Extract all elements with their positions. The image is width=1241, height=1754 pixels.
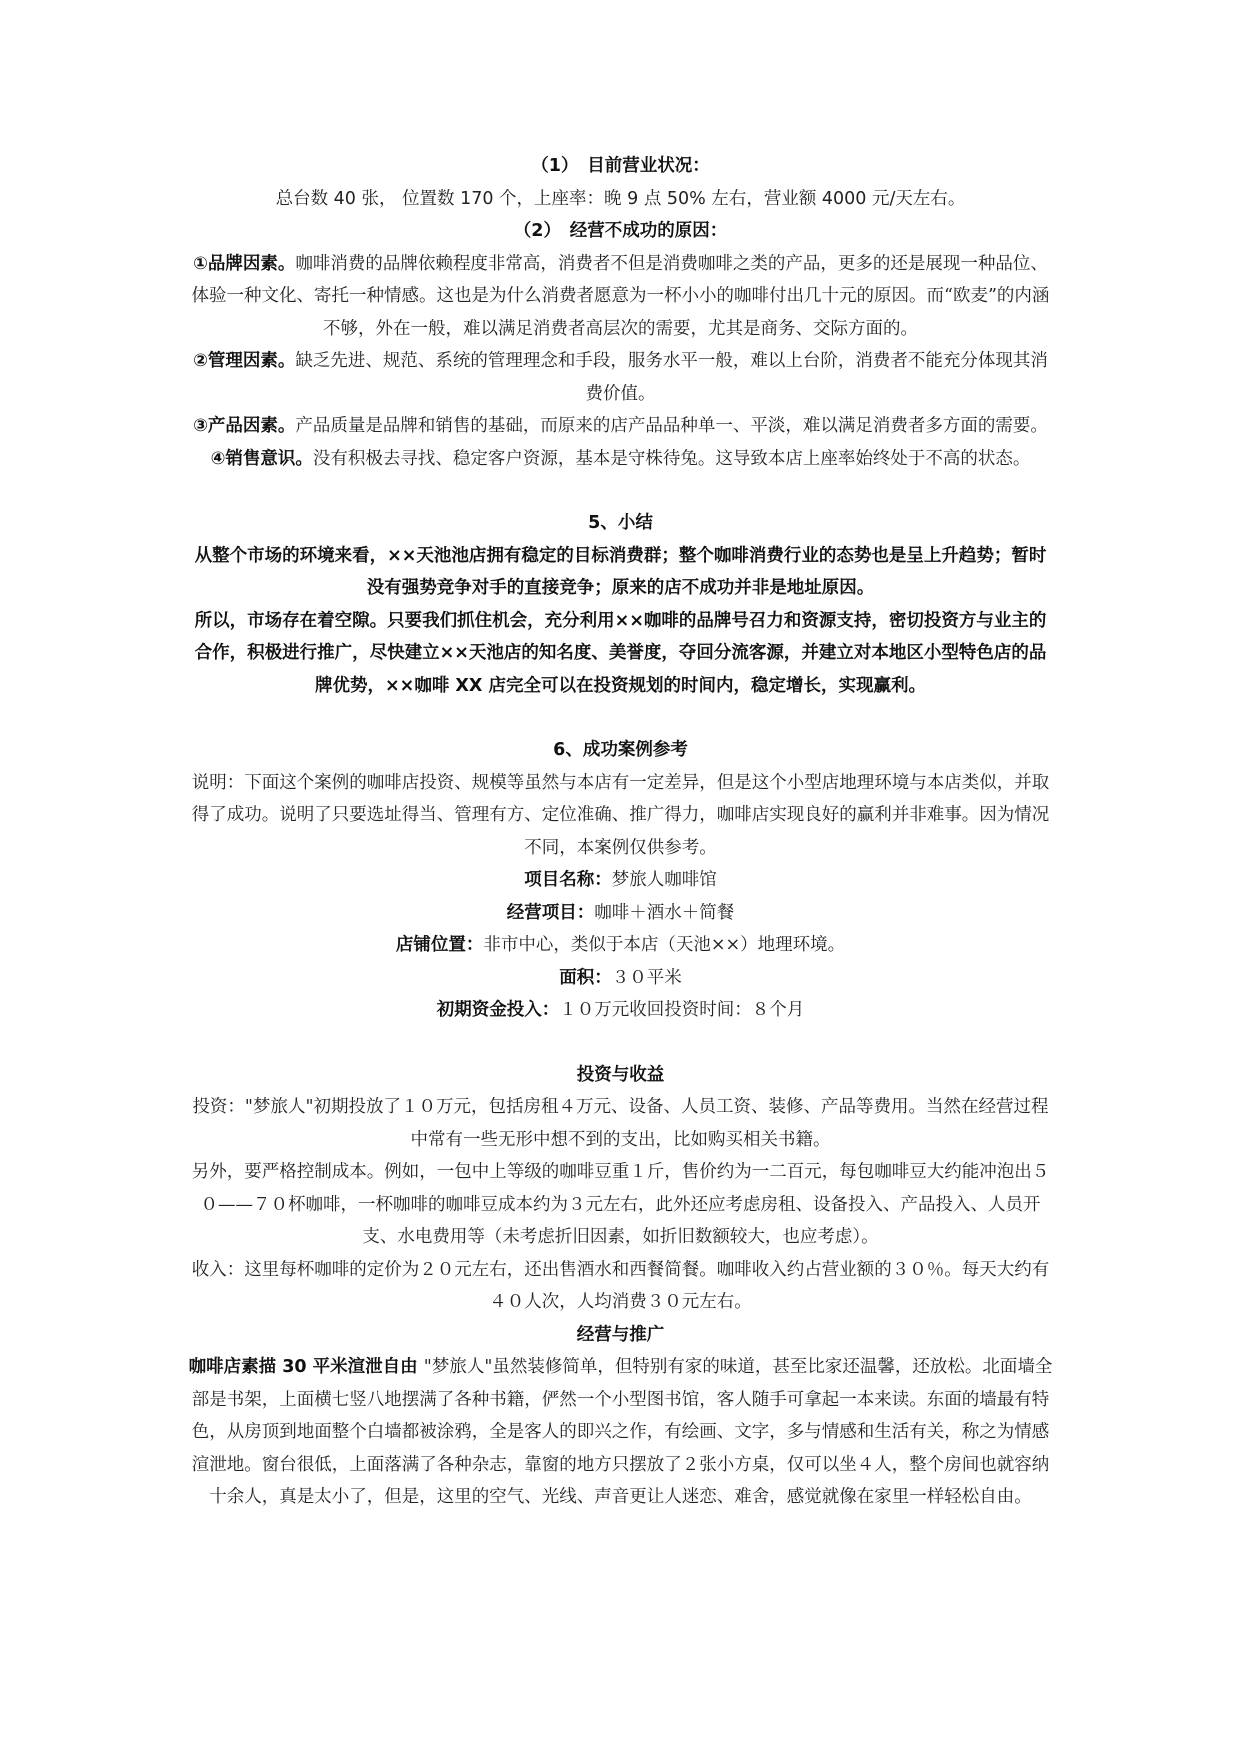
section-heading-summary: 5、小结 [588,513,653,533]
investment-paragraph: 投资："梦旅人"初期投放了１０万元，包括房租４万元、设备、人员工资、装修、产品等费用。当然在经营过程中常有一些无形中想不到的支出，比如购买相关书籍。 [192,1097,1049,1150]
promotion-paragraph: 咖啡店素描 30 平米渲泄自由 "梦旅人"虽然装修简单，但特别有家的味道，甚至比家还温馨，还放松。北面墙全部是书架，上面横七竖八地摆满了各种书籍，俨然一个小型图书馆，客人随手可拿起一本来读。东面的墙最有特色，从房顶到地面整个白墙都被涂鸦，全是客人的即兴之作，有绘画、文字，多与情感和生活有关，称之为情感渲泄地。窗台很低，上面落满了各种杂志，靠窗的地方只摆放了２张小方桌，仅可以坐４人，整个房间也就容纳十余人，真是太小了，但是，这里的空气、光线、声音更让人迷恋、难舍，感觉就像在家里一样轻松自由。 [188,1357,1053,1507]
fact-area: 面积：３０平米 [559,967,682,988]
cost-control-paragraph: 另外，要严格控制成本。例如，一包中上等级的咖啡豆重１斤，售价约为一二百元，每包咖啡豆大约能冲泡出５０——７０杯咖啡，一杯咖啡的咖啡豆成本约为３元左右，此外还应考虑房租、设备投入、产品投入、人员开支、水电费用等（未考虑折旧因素，如折旧数额较大，也应考虑）。 [191,1162,1050,1247]
section-heading-promotion: 经营与推广 [576,1324,665,1345]
reason-brand: ①品牌因素。咖啡消费的品牌依赖程度非常高，消费者不但是消费咖啡之类的产品，更多的还是展现一种品位、体验一种文化、寄托一种情感。这也是为什么消费者愿意为一杯小小的咖啡付出几十元的原因。而“欧麦”的内涵不够，外在一般，难以满足消费者高层次的需要，尤其是商务、交际方面的。 [191,253,1050,339]
case-intro-paragraph: 说明：下面这个案例的咖啡店投资、规模等虽然与本店有一定差异，但是这个小型店地理环境与本店类似，并取得了成功。说明了只要选址得当、管理有方、定位准确、推广得力，咖啡店实现良好的赢利并非难事。因为情况不同，本案例仅供参考。 [191,772,1050,858]
status-paragraph: 总台数 40 张， 位置数 170 个，上座率：晚 9 点 50% 左右，营业额 4000 元/天左右。 [275,188,966,209]
document-page [188,150,1053,1514]
income-paragraph: 收入：这里每杯咖啡的定价为２０元左右，还出售酒水和西餐简餐。咖啡收入约占营业额的３０％。每天大约有４０人次，人均消费３０元左右。 [191,1259,1050,1312]
reason-management: ②管理因素。缺乏先进、规范、系统的管理理念和手段，服务水平一般，难以上台阶，消费者不能充分体现其消费价值。 [193,351,1048,404]
fact-business-items: 经营项目：咖啡＋酒水＋简餐 [506,902,735,923]
summary-paragraph-2: 所以，市场存在着空隙。只要我们抓住机会，充分利用××咖啡的品牌号召力和资源支持，密切投资方与业主的合作，积极进行推广，尽快建立××天池店的知名度、美誉度，夺回分流客源，并建立对本地区小型特色店的品牌优势，××咖啡 XX 店完全可以在投资规划的时间内，稳定增长，实现赢利。 [194,610,1047,696]
section-heading-investment: 投资与收益 [576,1064,665,1085]
fact-location: 店铺位置：非市中心，类似于本店（天池××）地理环境。 [395,935,846,955]
section-heading-current-status: （1） 目前营业状况： [531,156,710,176]
fact-project-name: 项目名称：梦旅人咖啡馆 [524,870,717,890]
reason-sales: ④销售意识。没有积极去寻找、稳定客户资源，基本是守株待兔。这导致本店上座率始终处于不高的状态。 [210,448,1031,469]
section-heading-case-study: 6、成功案例参考 [553,740,688,760]
reason-product: ③产品因素。产品质量是品牌和销售的基础，而原来的店产品品种单一、平淡，难以满足消费者多方面的需要。 [193,416,1048,436]
fact-initial-investment: 初期资金投入：１０万元收回投资时间：８个月 [436,1000,805,1020]
section-heading-failure-reasons: （2） 经营不成功的原因： [513,221,728,241]
summary-paragraph-1: 从整个市场的环境来看，××天池池店拥有稳定的目标消费群；整个咖啡消费行业的态势也是呈上升趋势；暂时没有强势竞争对手的直接竞争；原来的店不成功并非是地址原因。 [194,545,1047,598]
